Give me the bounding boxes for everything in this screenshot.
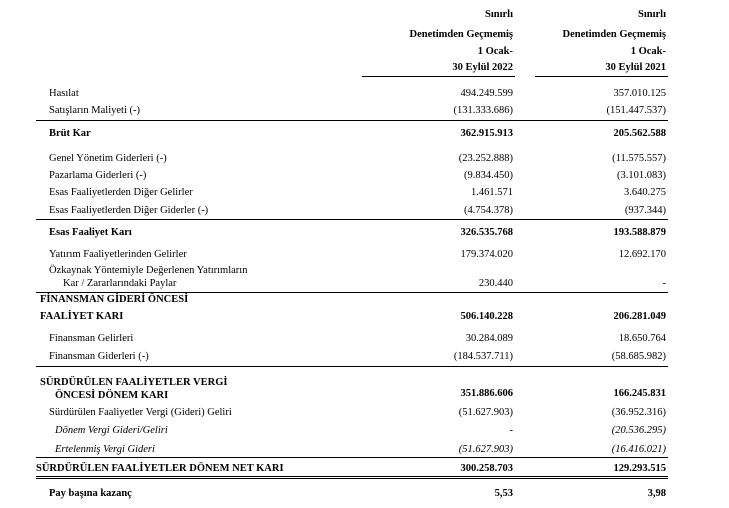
- row-v1-ertelenmis-vergi: (51.627.903): [458, 444, 513, 455]
- row-v2-genel-yonetim: (11.575.557): [612, 153, 666, 164]
- row-v2-finansman-gelirleri: 18.650.764: [618, 333, 666, 344]
- row-v2-ertelenmis-vergi: (16.416.021): [611, 444, 666, 455]
- row-label-net-kar: SÜRDÜRÜLEN FAALİYETLER DÖNEM NET KARI: [36, 463, 284, 474]
- row-v1-esas-faaliyet-kari: 326.535.768: [460, 227, 513, 238]
- row-v1-genel-yonetim: (23.252.888): [458, 153, 513, 164]
- row-label-ozkaynak-line1: Özkaynak Yöntemiyle Değerlenen Yatırımların: [49, 265, 248, 276]
- row-v1-pay-basina: 5,53: [494, 488, 513, 499]
- row-label-esas-faaliyet-kari: Esas Faaliyet Karı: [49, 227, 132, 238]
- row-v1-vergi-gideri: (51.627.903): [458, 407, 513, 418]
- col2-header-line2: Denetimden Geçmemiş: [562, 29, 666, 40]
- col1-header-line1: Sınırlı: [484, 9, 513, 20]
- row-label-ertelenmis-vergi: Ertelenmiş Vergi Gideri: [55, 444, 155, 455]
- row-label-brut-kar: Brüt Kar: [49, 128, 91, 139]
- row-v1-donem-vergi: -: [509, 425, 513, 436]
- row-v1-net-kar: 300.258.703: [460, 463, 513, 474]
- row-label-finansman-oncesi-line2: FAALİYET KARI: [40, 311, 124, 322]
- row-label-vergi-oncesi-line1: SÜRDÜRÜLEN FAALİYETLER VERGİ: [40, 377, 228, 388]
- row-label-vergi-oncesi-line2: ÖNCESİ DÖNEM KARI: [55, 390, 169, 401]
- row-v1-brut-kar: 362.915.913: [460, 128, 513, 139]
- row-v1-yatirim-gelirleri: 179.374.020: [460, 249, 513, 260]
- row-v2-finansman-giderleri: (58.685.982): [611, 351, 666, 362]
- row-v1-diger-gelirler: 1.461.571: [471, 187, 513, 198]
- row-v2-satis-maliyeti: (151.447.537): [606, 105, 666, 116]
- col1-header-line2: Denetimden Geçmemiş: [409, 29, 513, 40]
- row-label-finansman-giderleri: Finansman Giderleri (-): [49, 351, 149, 362]
- row-v2-donem-vergi: (20.536.295): [611, 425, 666, 436]
- row-v2-yatirim-gelirleri: 12.692.170: [618, 249, 666, 260]
- rule-after-tax: [36, 457, 668, 458]
- row-v1-finansman-oncesi: 506.140.228: [460, 311, 513, 322]
- row-v1-vergi-oncesi: 351.886.606: [460, 388, 513, 399]
- row-v2-finansman-oncesi: 206.281.049: [613, 311, 666, 322]
- col1-header-line4: 30 Eylül 2022: [452, 62, 513, 73]
- row-label-genel-yonetim: Genel Yönetim Giderleri (-): [49, 153, 167, 164]
- row-v1-ozkaynak: 230.440: [478, 278, 513, 289]
- row-v1-finansman-gelirleri: 30.284.089: [465, 333, 513, 344]
- row-v2-hasilat: 357.010.125: [613, 88, 666, 99]
- row-v2-brut-kar: 205.562.588: [613, 128, 666, 139]
- row-label-satis-maliyeti: Satışların Maliyeti (-): [49, 105, 140, 116]
- row-label-diger-giderler: Esas Faaliyetlerden Diğer Giderler (-): [49, 205, 209, 216]
- row-v2-net-kar: 129.293.515: [613, 463, 666, 474]
- row-label-ozkaynak-line2: Kar / Zararlarındaki Paylar: [63, 278, 177, 289]
- row-v2-ozkaynak: -: [662, 278, 666, 289]
- row-label-finansman-oncesi-line1: FİNANSMAN GİDERİ ÖNCESİ: [40, 294, 189, 305]
- col1-header-rule: [362, 76, 515, 77]
- col1-header-line3: 1 Ocak-: [477, 46, 513, 57]
- row-label-finansman-gelirleri: Finansman Gelirleri: [49, 333, 134, 344]
- row-v2-pay-basina: 3,98: [647, 488, 666, 499]
- col2-header-line4: 30 Eylül 2021: [605, 62, 666, 73]
- row-label-pay-basina: Pay başına kazanç: [49, 488, 132, 499]
- row-v1-hasilat: 494.249.599: [460, 88, 513, 99]
- row-v2-pazarlama: (3.101.083): [617, 170, 666, 181]
- col2-header-rule: [535, 76, 668, 77]
- row-label-hasilat: Hasılat: [49, 88, 79, 99]
- double-rule-net-kar: [36, 476, 668, 479]
- row-label-donem-vergi: Dönem Vergi Gideri/Geliri: [55, 425, 168, 436]
- row-label-diger-gelirler: Esas Faaliyetlerden Diğer Gelirler: [49, 187, 193, 198]
- rule-after-cost: [36, 120, 668, 121]
- row-v2-vergi-gideri: (36.952.316): [611, 407, 666, 418]
- row-v2-vergi-oncesi: 166.245.831: [613, 388, 666, 399]
- row-v1-pazarlama: (9.834.450): [464, 170, 513, 181]
- row-v2-esas-faaliyet-kari: 193.588.879: [613, 227, 666, 238]
- col2-header-line1: Sınırlı: [637, 9, 666, 20]
- row-v1-diger-giderler: (4.754.378): [464, 205, 513, 216]
- row-label-vergi-gideri: Sürdürülen Faaliyetler Vergi (Gideri) Geliri: [49, 407, 232, 418]
- row-v1-satis-maliyeti: (131.333.686): [453, 105, 513, 116]
- row-label-pazarlama: Pazarlama Giderleri (-): [49, 170, 147, 181]
- row-v1-finansman-giderleri: (184.537.711): [453, 351, 513, 362]
- col2-header-line3: 1 Ocak-: [630, 46, 666, 57]
- row-v2-diger-giderler: (937.344): [624, 205, 666, 216]
- row-v2-diger-gelirler: 3.640.275: [624, 187, 666, 198]
- rule-after-opex: [36, 219, 668, 220]
- row-label-yatirim-gelirleri: Yatırım Faaliyetlerinden Gelirler: [49, 249, 187, 260]
- rule-after-finance: [36, 366, 668, 367]
